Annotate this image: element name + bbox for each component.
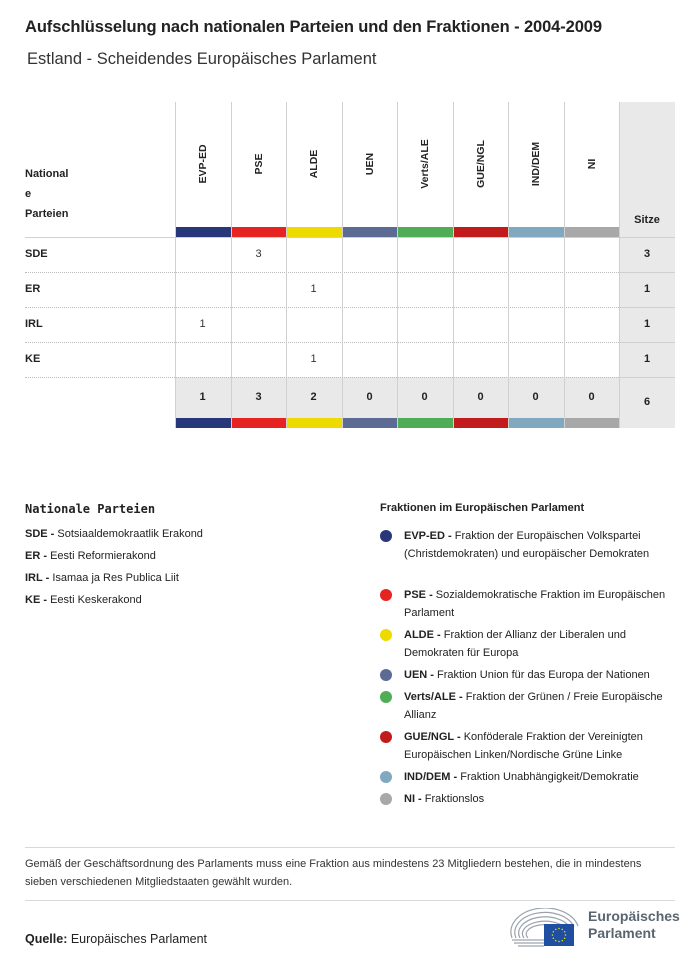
- column-header-pse: [231, 102, 286, 227]
- group-legend-item: [380, 688, 680, 724]
- seat-cell: 3: [255, 248, 262, 260]
- parliament-hemicycle-icon: [508, 908, 584, 948]
- column-header-verts-ale: [397, 102, 452, 227]
- logo-line-1: Europäisches: [588, 908, 680, 924]
- group-color-dot-icon: [380, 589, 392, 601]
- party-name: Sotsiaaldemokraatlik Erakond: [57, 528, 203, 540]
- group-color-dot-icon: [380, 691, 392, 703]
- separator: -: [427, 669, 438, 681]
- group-name: Fraktion Unabhängigkeit/Demokratie: [460, 771, 639, 783]
- group-color-bar-bottom: [287, 418, 342, 428]
- row-party-label: KE: [25, 353, 41, 365]
- column-header-uen: [342, 102, 397, 227]
- group-abbr: EVP-ED: [404, 530, 445, 542]
- row-party-label: IRL: [25, 318, 43, 330]
- party-abbr: IRL: [25, 572, 43, 584]
- eu-star-icon: [558, 941, 560, 943]
- group-color-bar-top: [176, 227, 231, 237]
- group-name: Fraktion der Grünen / Freie Europäische Allianz: [404, 691, 663, 721]
- group-legend-item: [380, 728, 680, 764]
- column-total: 2: [310, 391, 317, 403]
- national-party-item: [25, 572, 179, 584]
- logo-text: [588, 908, 680, 942]
- row-total: 1: [643, 283, 651, 295]
- separator: -: [426, 589, 436, 601]
- party-abbr: KE: [25, 594, 41, 606]
- grand-total: 6: [643, 396, 651, 408]
- column-total: 1: [199, 391, 206, 403]
- group-abbr: Verts/ALE: [404, 691, 456, 703]
- eu-star-icon: [552, 934, 554, 936]
- sitze-row-divider: [619, 307, 675, 308]
- party-abbr: ER: [25, 550, 41, 562]
- logo-line-2: Parlament: [588, 925, 656, 941]
- column-total: 0: [588, 391, 595, 403]
- group-legend-item: [380, 790, 680, 808]
- separator: -: [444, 530, 455, 542]
- column-header-label: ALDE: [307, 149, 320, 179]
- group-abbr: ALDE: [404, 629, 434, 641]
- eu-flag-icon: [544, 924, 574, 946]
- column-header-label: Verts/ALE: [418, 139, 431, 189]
- eu-star-icon: [555, 929, 557, 931]
- separator: -: [40, 550, 51, 562]
- party-abbr: SDE: [25, 528, 48, 540]
- row-divider: [25, 307, 619, 308]
- row-header-line-3: Parteien: [25, 208, 69, 220]
- national-party-item: [25, 550, 156, 562]
- group-color-bar-bottom: [343, 418, 398, 428]
- national-party-item: [25, 528, 203, 540]
- column-header-ind-dem: [508, 102, 563, 227]
- row-divider: [25, 377, 619, 378]
- group-color-dot-icon: [380, 530, 392, 542]
- group-color-bar-bottom: [232, 418, 287, 428]
- group-abbr: IND/DEM: [404, 771, 451, 783]
- group-color-dot-icon: [380, 731, 392, 743]
- row-header-line-2: e: [25, 188, 32, 200]
- group-color-bar-top: [398, 227, 453, 237]
- group-color-dot-icon: [380, 793, 392, 805]
- group-abbr: PSE: [404, 589, 427, 601]
- group-name: Fraktionslos: [424, 793, 485, 805]
- group-color-bar-bottom: [176, 418, 231, 428]
- eu-star-icon: [564, 931, 566, 933]
- group-color-dot-icon: [380, 669, 392, 681]
- group-color-bar-bottom: [398, 418, 453, 428]
- eu-star-icon: [561, 940, 563, 942]
- eu-star-icon: [553, 937, 555, 939]
- group-color-bar-top: [509, 227, 564, 237]
- group-legend-item: [380, 586, 680, 622]
- row-total: 1: [643, 318, 651, 330]
- group-name: Konföderale Fraktion der Vereinigten Europäischen Linken/Nordische Grüne Linke: [404, 731, 643, 761]
- group-color-bar-top: [454, 227, 509, 237]
- row-party-label: ER: [25, 283, 41, 295]
- column-header-label: GUE/NGL: [474, 140, 487, 188]
- group-legend-item: [380, 527, 680, 563]
- column-header-alde: [286, 102, 341, 227]
- column-total: 0: [366, 391, 373, 403]
- eu-star-icon: [565, 934, 567, 936]
- column-total: 0: [477, 391, 484, 403]
- eu-star-icon: [558, 928, 560, 930]
- seat-table: [0, 0, 700, 440]
- column-header-label: IND/DEM: [529, 141, 542, 187]
- separator: -: [455, 691, 466, 703]
- source-label: Quelle:: [25, 932, 68, 946]
- source-divider: [25, 900, 675, 901]
- group-color-bar-top: [565, 227, 620, 237]
- sitze-column-background: [619, 102, 675, 428]
- column-header-label: UEN: [363, 152, 376, 176]
- seat-cell: 1: [310, 283, 317, 295]
- group-legend-item: [380, 768, 680, 786]
- eu-star-icon: [555, 940, 557, 942]
- national-party-item: [25, 594, 142, 606]
- eu-star-icon: [553, 931, 555, 933]
- party-name: Eesti Reformierakond: [50, 550, 156, 562]
- group-name: Fraktion der Europäischen Volkspartei (Christdemokraten) und europäischer Demokraten: [404, 530, 650, 560]
- group-color-bar-bottom: [565, 418, 620, 428]
- page-subtitle: Estland - Scheidendes Europäisches Parlament: [27, 50, 377, 68]
- separator: -: [433, 629, 444, 641]
- group-abbr: UEN: [404, 669, 428, 681]
- column-divider: [619, 102, 620, 428]
- source-line: [25, 932, 207, 946]
- separator: -: [47, 528, 58, 540]
- column-header-evp-ed: [175, 102, 230, 227]
- column-total: 0: [421, 391, 428, 403]
- group-name: Sozialdemokratische Fraktion im Europäischen Parlament: [404, 589, 666, 619]
- sitze-column-header: Sitze: [634, 214, 660, 226]
- row-total: 3: [643, 248, 651, 260]
- group-name: Fraktion Union für das Europa der Nationen: [437, 669, 650, 681]
- column-total: 0: [532, 391, 539, 403]
- column-header-label: PSE: [252, 153, 265, 175]
- column-header-gue-ngl: [453, 102, 508, 227]
- seat-cell: 1: [310, 353, 317, 365]
- column-header-ni: [564, 102, 619, 227]
- european-parliament-logo: [508, 908, 678, 948]
- source-value: Europäisches Parlament: [67, 932, 208, 946]
- group-color-dot-icon: [380, 771, 392, 783]
- group-legend-item: [380, 666, 680, 684]
- separator: -: [42, 572, 53, 584]
- group-color-bar-bottom: [454, 418, 509, 428]
- column-total: 3: [255, 391, 262, 403]
- group-color-dot-icon: [380, 629, 392, 641]
- row-total: 1: [643, 353, 651, 365]
- row-divider: [25, 272, 619, 273]
- footnote-divider: [25, 847, 675, 848]
- column-header-label: EVP-ED: [196, 144, 209, 184]
- groups-legend-title: Fraktionen im Europäischen Parlament: [380, 502, 585, 514]
- separator: -: [453, 731, 464, 743]
- separator: -: [415, 793, 425, 805]
- group-abbr: GUE/NGL: [404, 731, 454, 743]
- group-name: Fraktion der Allianz der Liberalen und Demokraten für Europa: [404, 629, 626, 659]
- page-title: Aufschlüsselung nach nationalen Parteien und den Fraktionen - 2004-2009: [25, 18, 602, 36]
- row-divider: [25, 342, 619, 343]
- group-color-bar-top: [232, 227, 287, 237]
- header-divider: [25, 237, 675, 238]
- separator: -: [40, 594, 51, 606]
- party-name: Isamaa ja Res Publica Liit: [52, 572, 179, 584]
- sitze-row-divider: [619, 377, 675, 378]
- sitze-row-divider: [619, 342, 675, 343]
- group-color-bar-top: [343, 227, 398, 237]
- national-parties-legend-title: Nationale Parteien: [25, 502, 156, 516]
- eu-star-icon: [561, 929, 563, 931]
- seat-cell: 1: [199, 318, 206, 330]
- row-party-label: SDE: [25, 248, 48, 260]
- group-legend-item: [380, 626, 680, 662]
- eu-star-icon: [564, 937, 566, 939]
- column-header-label: NI: [585, 158, 598, 170]
- row-header-line-1: National: [25, 168, 69, 180]
- party-name: Eesti Keskerakond: [50, 594, 142, 606]
- group-color-bar-top: [287, 227, 342, 237]
- footnote: Gemäß der Geschäftsordnung des Parlaments muss eine Fraktion aus mindestens 23 Mitgliedern bestehen, die in mindestens sieben verschiedenen Mitgliedstaaten gewählt wurden.: [25, 858, 642, 888]
- separator: -: [450, 771, 461, 783]
- group-color-bar-bottom: [509, 418, 564, 428]
- sitze-row-divider: [619, 272, 675, 273]
- group-abbr: NI: [404, 793, 415, 805]
